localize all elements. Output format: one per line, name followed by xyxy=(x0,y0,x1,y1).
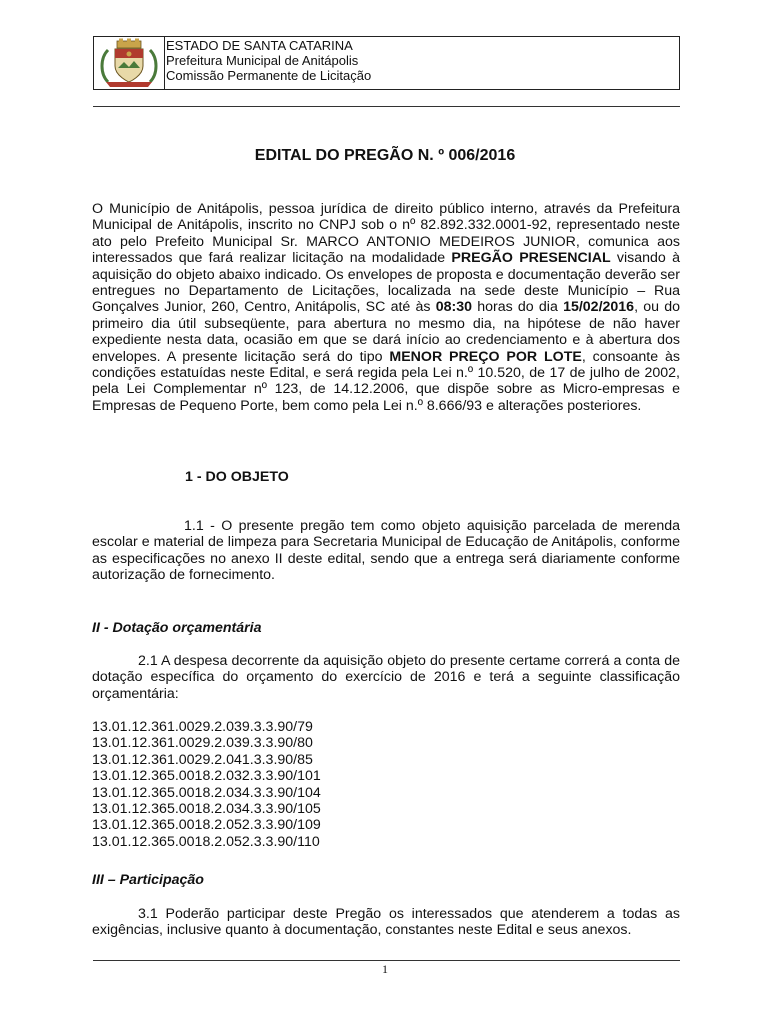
header-prefeitura: Prefeitura Municipal de Anitápolis xyxy=(166,53,359,68)
budget-code: 13.01.12.365.0018.2.034.3.3.90/105 xyxy=(92,801,321,818)
coat-of-arms-icon xyxy=(98,38,160,88)
budget-code: 13.01.12.365.0018.2.034.3.3.90/104 xyxy=(92,784,321,801)
budget-code: 13.01.12.365.0018.2.052.3.3.90/109 xyxy=(92,817,321,834)
budget-codes-list xyxy=(92,719,321,850)
section2-heading: II - Dotação orçamentária xyxy=(92,620,262,636)
crest-cell xyxy=(94,37,165,89)
section3-paragraph: 3.1 Poderão participar deste Pregão os interessados que atenderem a todas as exigências, inclusive quanto à documentação, constantes neste Edital e seus anexos. xyxy=(92,906,680,939)
letterhead xyxy=(93,36,680,90)
section3-heading: III – Participação xyxy=(92,872,204,888)
budget-code: 13.01.12.365.0018.2.052.3.3.90/110 xyxy=(92,833,320,850)
section1-heading: 1 - DO OBJETO xyxy=(185,469,289,485)
header-rule xyxy=(93,106,680,107)
section1-paragraph: 1.1 - O presente pregão tem como objeto aquisição parcelada de merenda escolar e material de limpeza para Secretaria Municipal de Educação de Anitápolis, conforme as especificações no anexo II deste edital, sendo que a entrega será diariamente conforme autorização de fornecimento. xyxy=(92,518,680,584)
budget-code: 13.01.12.361.0029.2.039.3.3.90/79 xyxy=(92,719,313,735)
budget-code: 13.01.12.365.0018.2.032.3.3.90/101 xyxy=(92,768,321,785)
budget-code: 13.01.12.361.0029.2.039.3.3.90/80 xyxy=(92,735,313,752)
section2-paragraph: 2.1 A despesa decorrente da aquisição objeto do presente certame correrá a conta de dotação específica do orçamento do exercício de 2016 e terá a seguinte classificação orçamentária: xyxy=(92,653,680,702)
document-title: EDITAL DO PREGÃO N. º 006/2016 xyxy=(254,147,516,164)
header-comissao: Comissão Permanente de Licitação xyxy=(166,68,372,83)
header-state: ESTADO DE SANTA CATARINA xyxy=(166,38,353,53)
footer-rule xyxy=(93,960,680,961)
budget-code: 13.01.12.361.0029.2.041.3.3.90/85 xyxy=(92,751,313,768)
page-number: 1 xyxy=(382,962,388,976)
intro-paragraph: O Município de Anitápolis, pessoa jurídica de direito público interno, através da Prefeitura Municipal de Anitápolis, inscrito no CNPJ sob o nº 82.892.332.0001-92, representado neste ato pelo Prefeito Municipal Sr. MARCO ANTONIO MEDEIROS JUNIOR, comunica aos interessados que fará realizar licitação na modalidade PREGÃO PRESENCIAL visando à aquisição do objeto abaixo indicado. Os envelopes de proposta e documentação deverão ser entregues no Departamento de Licitações, localizada na sede deste Município – Rua Gonçalves Junior, 260, Centro, Anitápolis, SC até às 08:30 horas do dia 15/02/2016, ou do primeiro dia útil subseqüente, para abertura no mesmo dia, na hipótese de não haver expediente nesta data, ocasião em que se dará início ao credenciamento e à abertura dos envelopes. A presente licitação será do tipo MENOR PREÇO POR LOTE, consoante às condições estatuídas neste Edital, e será regida pela Lei n.º 10.520, de 17 de julho de 2002, pela Lei Complementar nº 123, de 14.12.2006, que dispõe sobre as Micro-empresas e Empresas de Pequeno Porte, bem como pela Lei n.º 8.666/93 e alterações posteriores. xyxy=(92,201,680,414)
